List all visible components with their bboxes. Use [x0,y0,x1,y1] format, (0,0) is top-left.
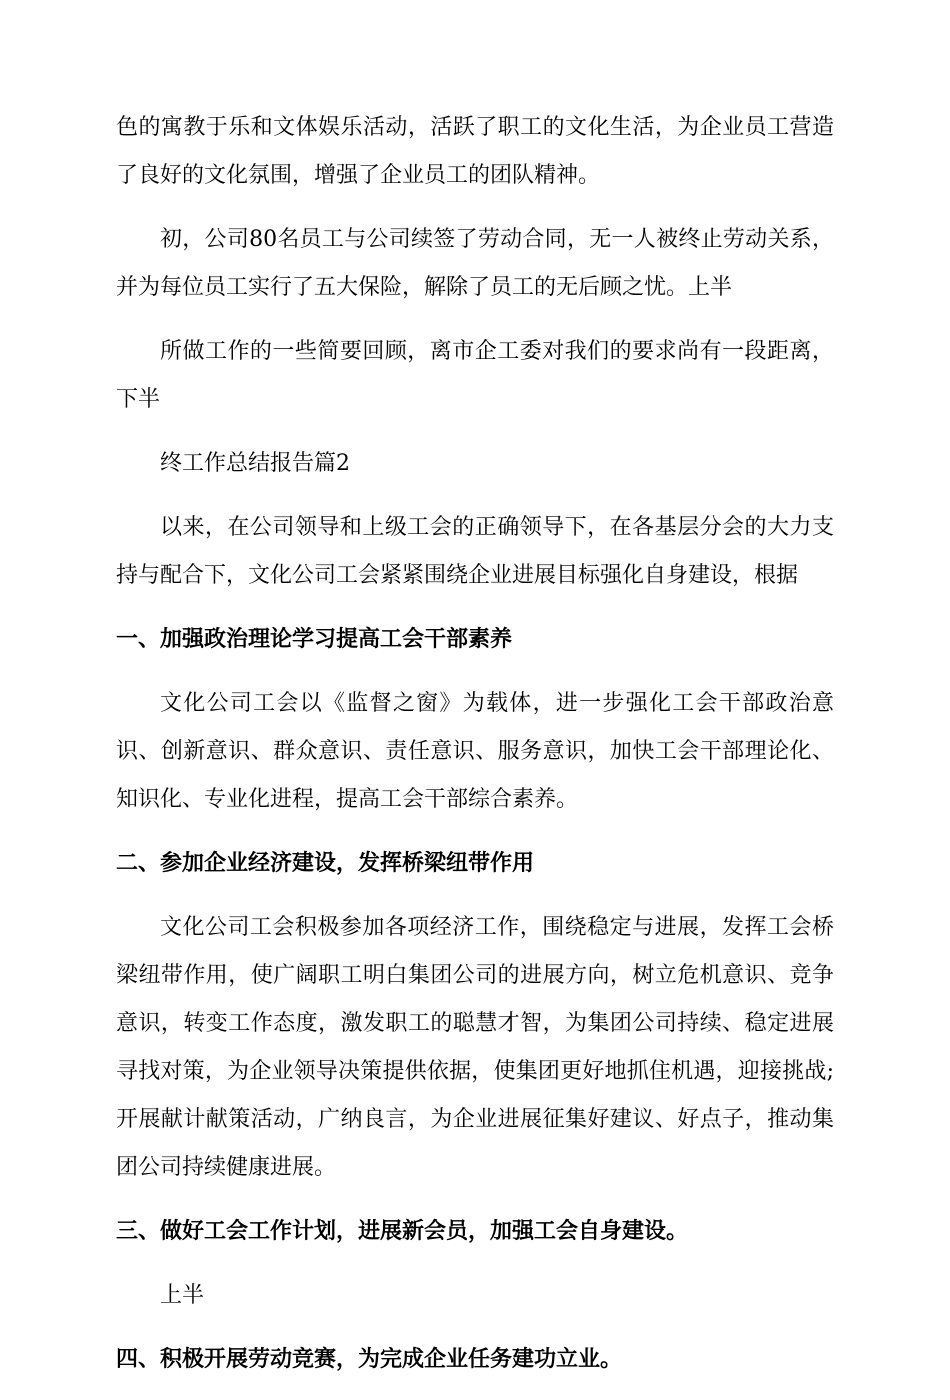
section-heading: 一、加强政治理论学习提高工会干部素养 [116,627,513,652]
paragraph: 初，公司80名员工与公司续签了劳动合同，无一人被终止劳动关系，并为每位员工实行了五大保险，解除了员工的无后顾之忧。上半 [116,227,834,300]
report-subtitle: 终工作总结报告篇2 [160,451,350,476]
paragraph: 上半 [160,1283,205,1308]
paragraph: 所做工作的一些简要回顾，离市企工委对我们的要求尚有一段距离，下半 [116,339,834,412]
document-page [116,104,834,1400]
paragraph: 文化公司工会以《监督之窗》为载体，进一步强化工会干部政治意识、创新意识、群众意识、责任意识、服务意识，加快工会干部理论化、知识化、专业化进程，提高工会干部综合素养。 [116,691,834,812]
paragraph: 文化公司工会积极参加各项经济工作，围绕稳定与进展，发挥工会桥梁纽带作用，使广阔职工明白集团公司的进展方向，树立危机意识、竞争意识，转变工作态度，激发职工的聪慧才智，为集团公司持续、稳定进展寻找对策，为企业领导决策提供依据，使集团更好地抓住机遇，迎接挑战;开展献计献策活动，广纳良言，为企业进展征集好建议、好点子，推动集团公司持续健康进展。 [116,915,834,1180]
section-heading: 四、积极开展劳动竞赛，为完成企业任务建功立业。 [116,1347,623,1372]
paragraph: 色的寓教于乐和文体娱乐活动，活跃了职工的文化生活，为企业员工营造了良好的文化氛围，增强了企业员工的团队精神。 [116,115,834,188]
section-heading: 三、做好工会工作计划，进展新会员，加强工会自身建设。 [116,1219,689,1244]
section-heading: 二、参加企业经济建设，发挥桥梁纽带作用 [116,851,535,876]
paragraph: 以来，在公司领导和上级工会的正确领导下，在各基层分会的大力支持与配合下，文化公司工会紧紧围绕企业进展目标强化自身建设，根据 [116,515,834,588]
